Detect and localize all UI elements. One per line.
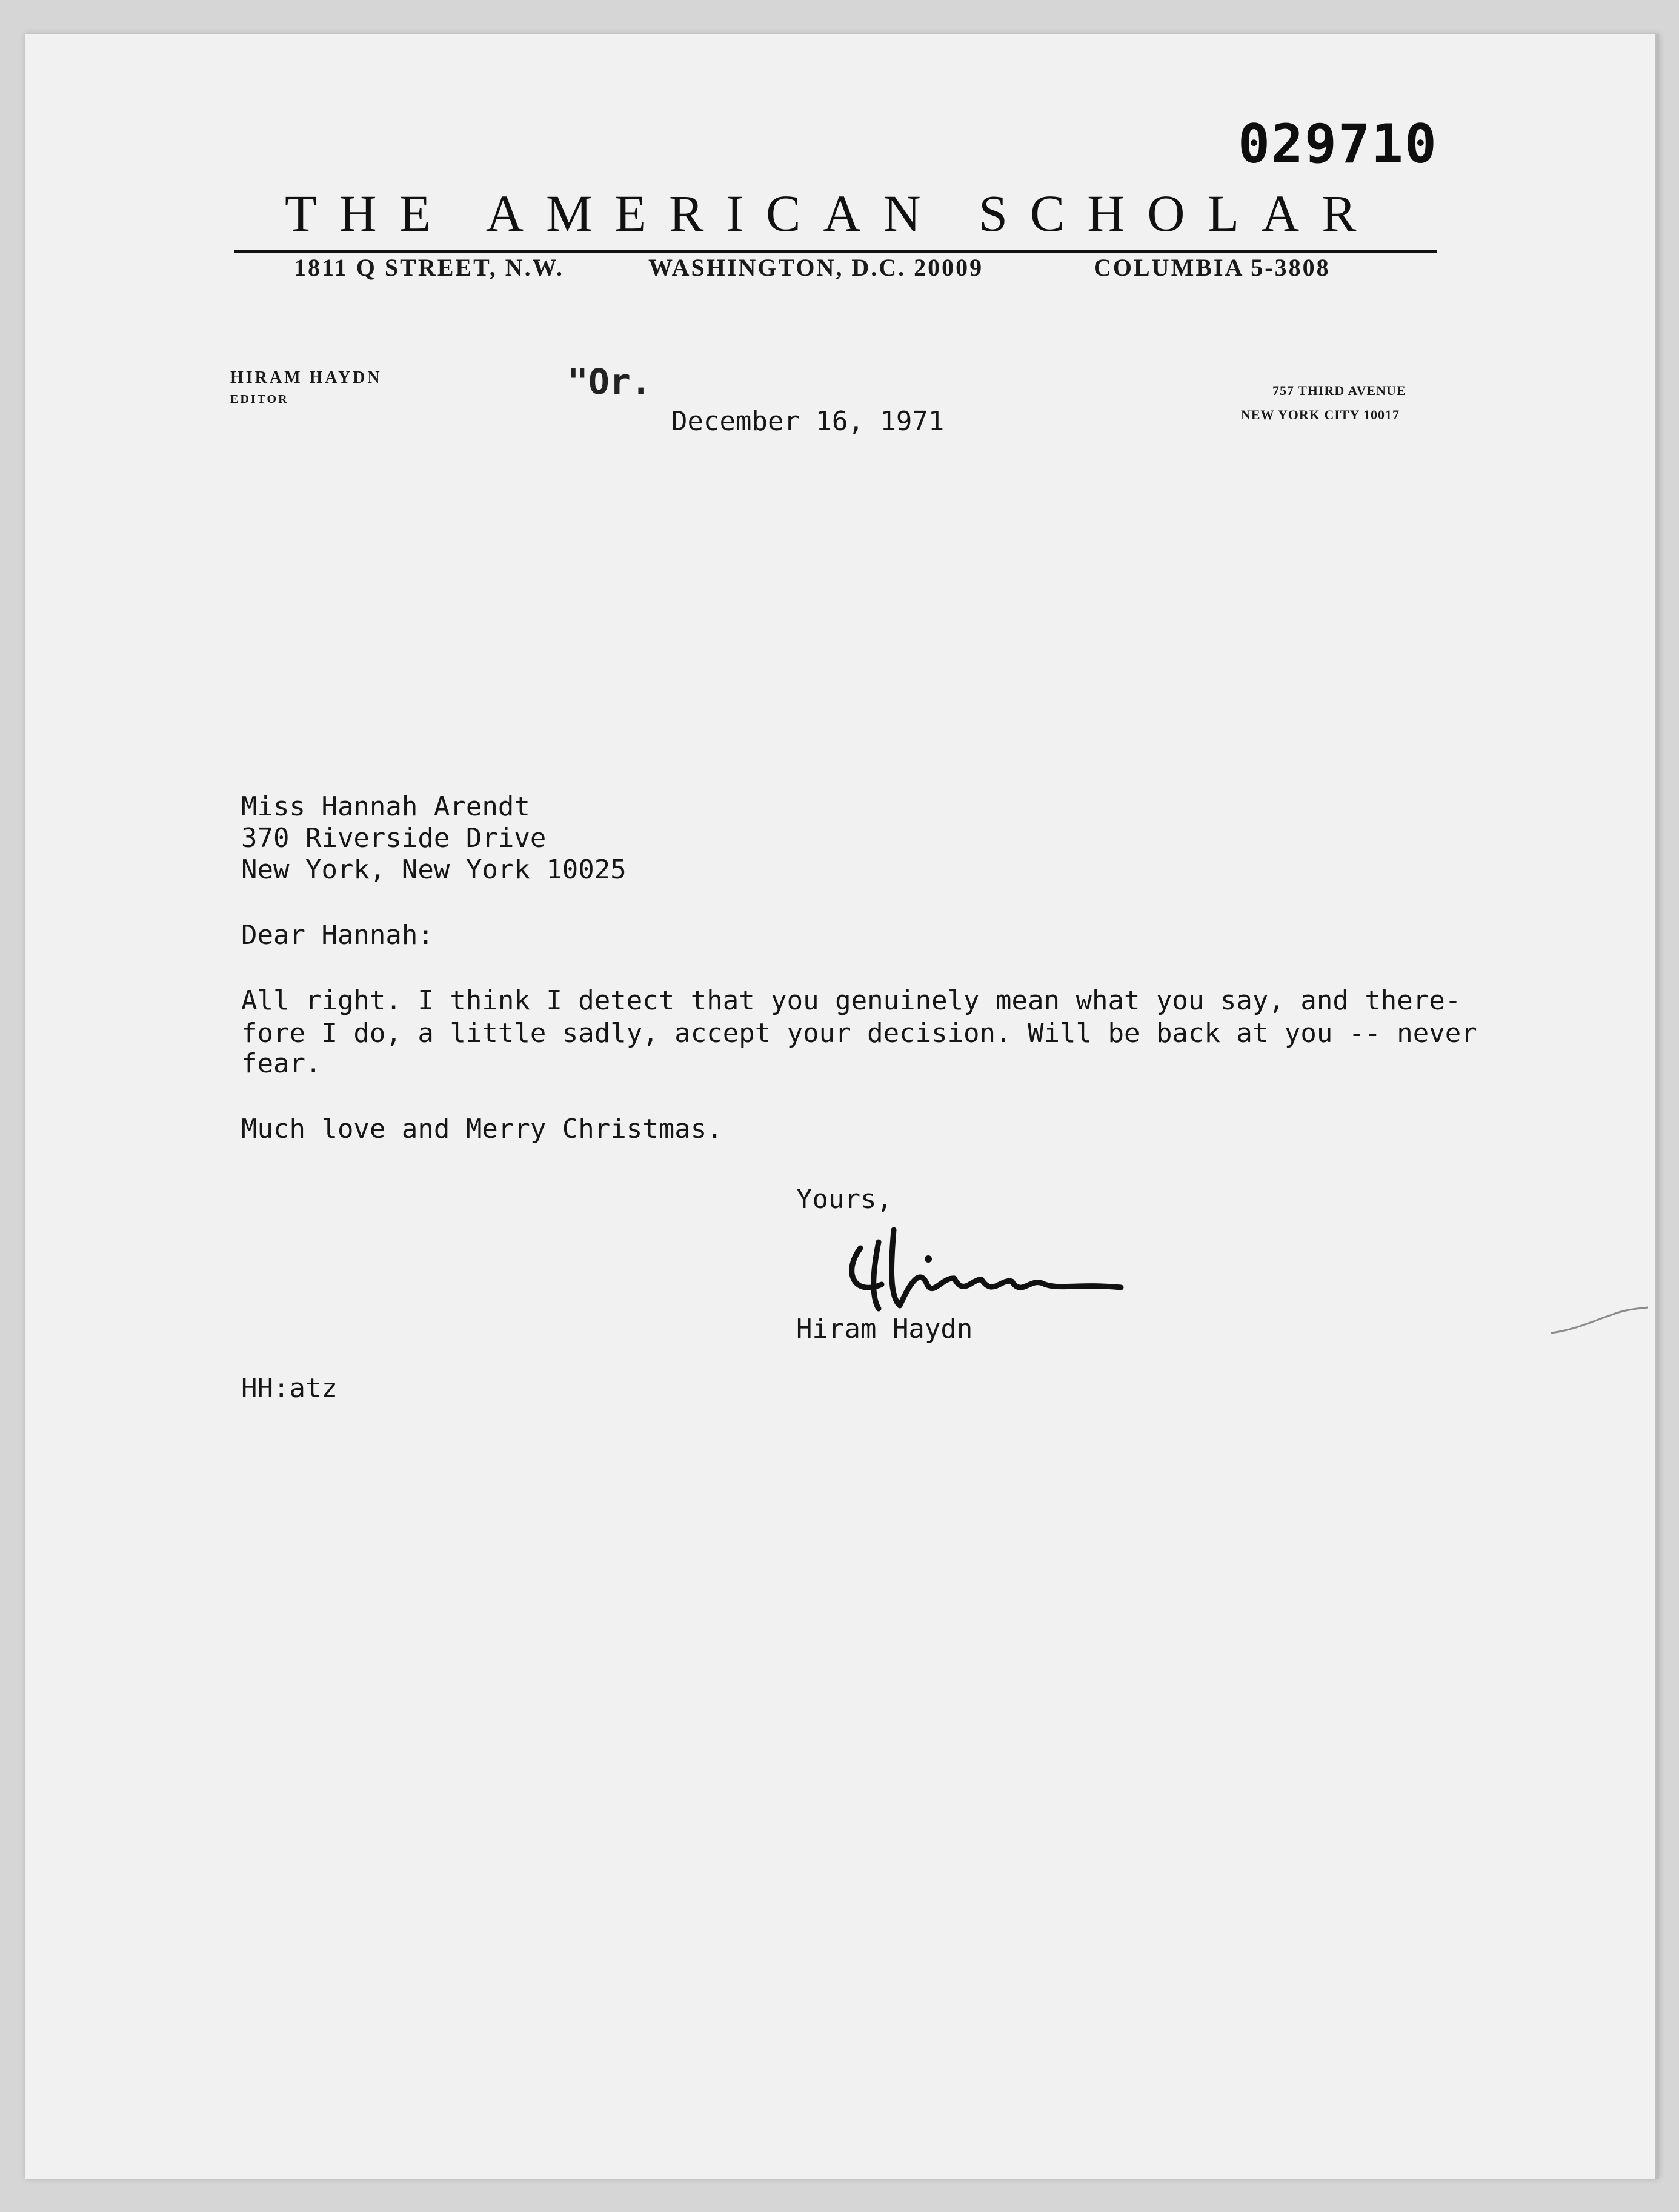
valediction: Yours,	[796, 1184, 893, 1215]
letter-date: December 16, 1971	[671, 406, 945, 437]
margin-mark: "Or.	[567, 361, 652, 402]
paper-crease-mark	[1551, 1297, 1648, 1345]
recipient-line1: Miss Hannah Arendt	[241, 791, 530, 822]
body-line1: All right. I think I detect that you genuinely mean what you say, and there-	[241, 985, 1461, 1016]
body-line2: fore I do, a little sadly, accept your decision. Will be back at you -- never	[241, 1018, 1477, 1049]
document-number: 029710	[1238, 113, 1438, 175]
signer-name: Hiram Haydn	[796, 1314, 973, 1344]
letter-page	[25, 34, 1659, 2179]
ny-address-line1: 757 THIRD AVENUE	[1272, 383, 1406, 398]
closing-line: Much love and Merry Christmas.	[241, 1114, 723, 1144]
letterhead-street: 1811 Q STREET, N.W.	[294, 254, 565, 281]
handwritten-signature	[836, 1206, 1127, 1327]
editor-name: HIRAM HAYDN	[230, 368, 382, 387]
salutation: Dear Hannah:	[241, 920, 434, 951]
letterhead-title: THE AMERICAN SCHOLAR	[285, 184, 1379, 242]
letterhead-phone: COLUMBIA 5-3808	[1094, 254, 1331, 281]
body-line3: fear.	[241, 1048, 322, 1079]
recipient-line2: 370 Riverside Drive	[241, 823, 547, 854]
letterhead-city: WASHINGTON, D.C. 20009	[648, 254, 984, 281]
reference-initials: HH:atz	[241, 1373, 337, 1404]
recipient-line3: New York, New York 10025	[241, 854, 627, 885]
editor-title: EDITOR	[230, 393, 289, 406]
ny-address-line2: NEW YORK CITY 10017	[1241, 407, 1400, 422]
